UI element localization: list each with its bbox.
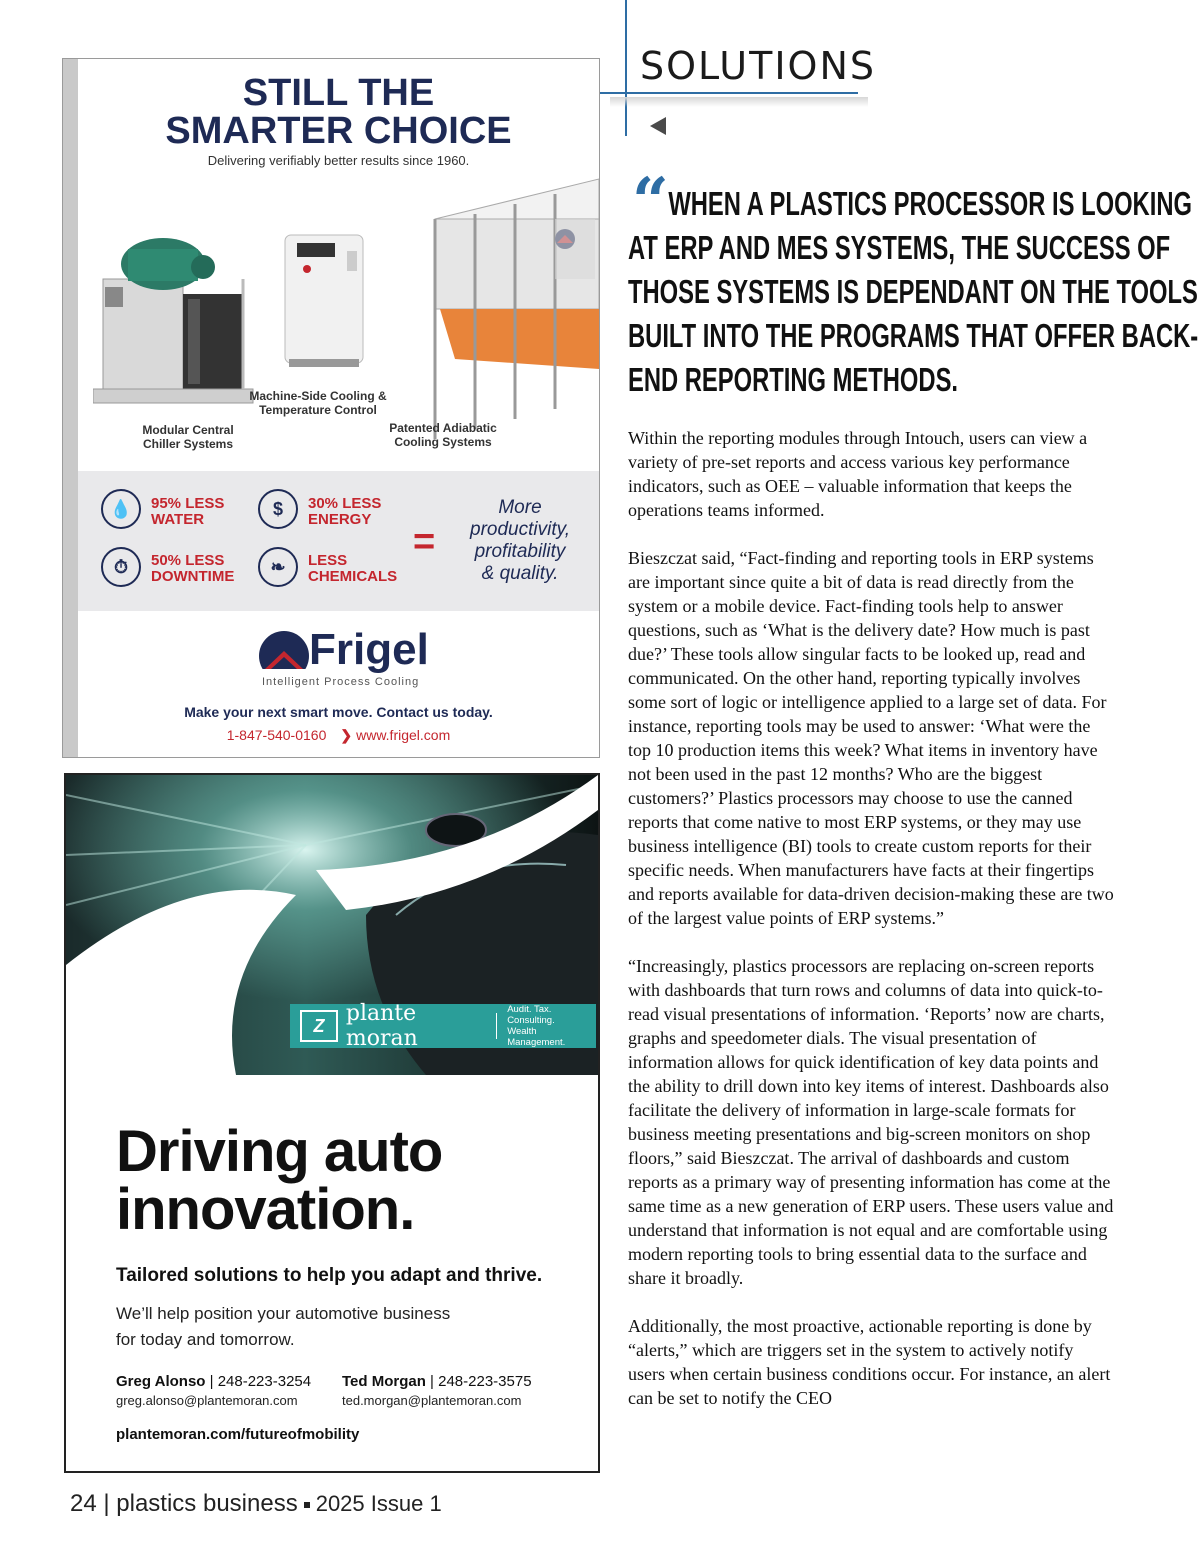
pull-quote-line: END REPORTING METHODS.	[628, 361, 959, 398]
plante-moran-badge	[290, 1001, 596, 1051]
water-drops-icon: 💧	[101, 489, 141, 529]
publication-name: plastics business	[116, 1490, 298, 1517]
plante-moran-advertisement[interactable]	[64, 773, 600, 1473]
paragraph: “Increasingly, plastics processors are replacing on-screen reports with dashboards that turn rows and columns of data into quick-to-read visual presentations of information. ‘Reports’ now are charts, graphs and speedometer dials. The visual presentation of information allows for quick identification of key data points and the ability to drill down into key items of interest. Dashboards also facilitate the delivery of information in large-scale formats for business meeting presentations and big-screen monitors on shop floors,” said Bieszczat. The arrival of dashboards and custom reports as a primary way of presenting information has come at the same time as a new generation of ERP users. These users value and understand that information is not equal and are comfortable using modern reporting tools to bring essential data to the surface and share it broadly.	[628, 956, 1114, 1288]
dollar-energy-icon: $	[258, 489, 298, 529]
product-label-machine-side: Machine-Side Cooling & Temperature Control	[249, 389, 387, 417]
ad-edge-bar	[63, 59, 78, 757]
frigel-advertisement[interactable]	[62, 58, 600, 758]
plante-moran-brand: plante moran	[345, 1001, 418, 1051]
stat-chemicals: LESS CHEMICALS	[308, 552, 398, 585]
back-arrow-icon[interactable]	[650, 117, 666, 135]
product-label-adiabatic: Patented Adiabatic Cooling Systems	[389, 421, 497, 449]
article-body	[628, 426, 1114, 1434]
chevron-right-icon: ❯	[340, 727, 353, 743]
section-divider-shadow	[610, 97, 868, 107]
page-footer	[70, 1490, 442, 1518]
ad-subheadline: Tailored solutions to help you adapt and thrive.	[116, 1265, 543, 1286]
ad-headline: SMARTER CHOICE	[165, 110, 512, 152]
badge-divider	[496, 1013, 497, 1039]
equals-sign: =	[413, 521, 436, 563]
phone-number[interactable]: 1-847-540-0160	[226, 727, 327, 743]
stat-water: 95% LESS WATER	[151, 495, 225, 528]
result-statement: More productivity, profitability & quality.	[470, 497, 570, 584]
paragraph: Additionally, the most proactive, actionable reporting is done by “alerts,” which are triggers set in the system to actively notify users when certain business conditions occur. For instance, an alert can be set to notify the CEO	[628, 1316, 1111, 1408]
section-divider-vertical	[625, 0, 627, 136]
website-link[interactable]: www.frigel.com	[356, 727, 451, 743]
pull-quote-line: BUILT INTO THE PROGRAMS THAT OFFER BACK-	[628, 317, 1199, 354]
stat-energy: 30% LESS ENERGY	[308, 495, 382, 528]
product-label-chiller: Modular Central Chiller Systems	[142, 423, 234, 451]
quote-mark-icon: “	[632, 164, 669, 239]
contact-email[interactable]: ted.morgan@plantemoran.com	[342, 1393, 522, 1408]
pull-quote-line: THOSE SYSTEMS IS DEPENDANT ON THE TOOLS	[628, 273, 1198, 310]
footer-separator: |	[103, 1490, 110, 1517]
pull-quote-line: AT ERP AND MES SYSTEMS, THE SUCCESS OF	[628, 229, 1171, 266]
stat-downtime: 50% LESS DOWNTIME	[151, 552, 235, 585]
pull-quote-line: WHEN A PLASTICS PROCESSOR IS LOOKING	[668, 185, 1192, 222]
contact-email[interactable]: greg.alonso@plantemoran.com	[116, 1393, 298, 1408]
section-title: SOLUTIONS	[640, 44, 876, 88]
page-number: 24	[70, 1490, 97, 1517]
issue-label: 2025 Issue 1	[315, 1491, 442, 1516]
ad-headline: STILL THE	[242, 72, 435, 114]
contact-name-phone: Greg Alonso | 248-223-3254	[116, 1373, 312, 1390]
ad-tagline: Delivering verifiably better results since 1960.	[207, 153, 470, 168]
square-bullet-icon	[304, 1502, 310, 1508]
pull-quote	[628, 182, 1199, 402]
ad-description: We’ll help position your automotive business for today and tomorrow.	[116, 1304, 451, 1349]
temperature-control-image	[279, 231, 369, 371]
adiabatic-cooler-image	[415, 159, 599, 449]
section-divider-horizontal	[600, 92, 858, 94]
ad-cta: Make your next smart move. Contact us today.	[184, 704, 493, 720]
website-link[interactable]: plantemoran.com/futureofmobility	[116, 1426, 360, 1443]
plante-moran-services: Audit. Tax. Consulting. Wealth Management.	[507, 1004, 566, 1048]
ad-contact	[78, 727, 599, 744]
frigel-brand-tagline: Intelligent Process Cooling	[262, 676, 420, 688]
contact-name-phone: Ted Morgan | 248-223-3575	[342, 1373, 532, 1390]
paragraph: Bieszczat said, “Fact-finding and reporting tools in ERP systems are important since quite a bit of data is read directly from the system or a mobile device. Fact-finding tools help to answer questions, such as ‘What is the delivery date? How much is past due?’ These tools allow singular facts to be looked up, read and communicated. On the other hand, reporting typically involves some sort of logic or intelligence applied to a large set of data. For instance, reporting tools may be used to answer: ‘What were the top 10 production items this week? What items in inventory have not been used in the past 12 months? Who are the biggest customers?’ Plastics processors may choose to use the canned reports that come native to most ERP systems, or they may use business intelligence (BI) tools to create custom reports for their specific needs. When manufacturers have facts at their fingertips and reports available for data-driven decision-making these are two of the largest value points of ERP systems.”	[628, 548, 1114, 928]
ad-headline: Driving auto innovation.	[116, 1119, 443, 1242]
stopwatch-icon: ⏱	[101, 547, 141, 587]
plante-moran-logo-icon: Z	[300, 1010, 338, 1042]
leaf-icon: ❧	[258, 547, 298, 587]
paragraph: Within the reporting modules through Intouch, users can view a variety of pre-set reports and access various key performance indicators, such as OEE – valuable information that keeps the operations teams informed.	[628, 428, 1088, 520]
frigel-logo-icon	[257, 629, 311, 683]
frigel-brand: Frigel	[309, 625, 429, 674]
